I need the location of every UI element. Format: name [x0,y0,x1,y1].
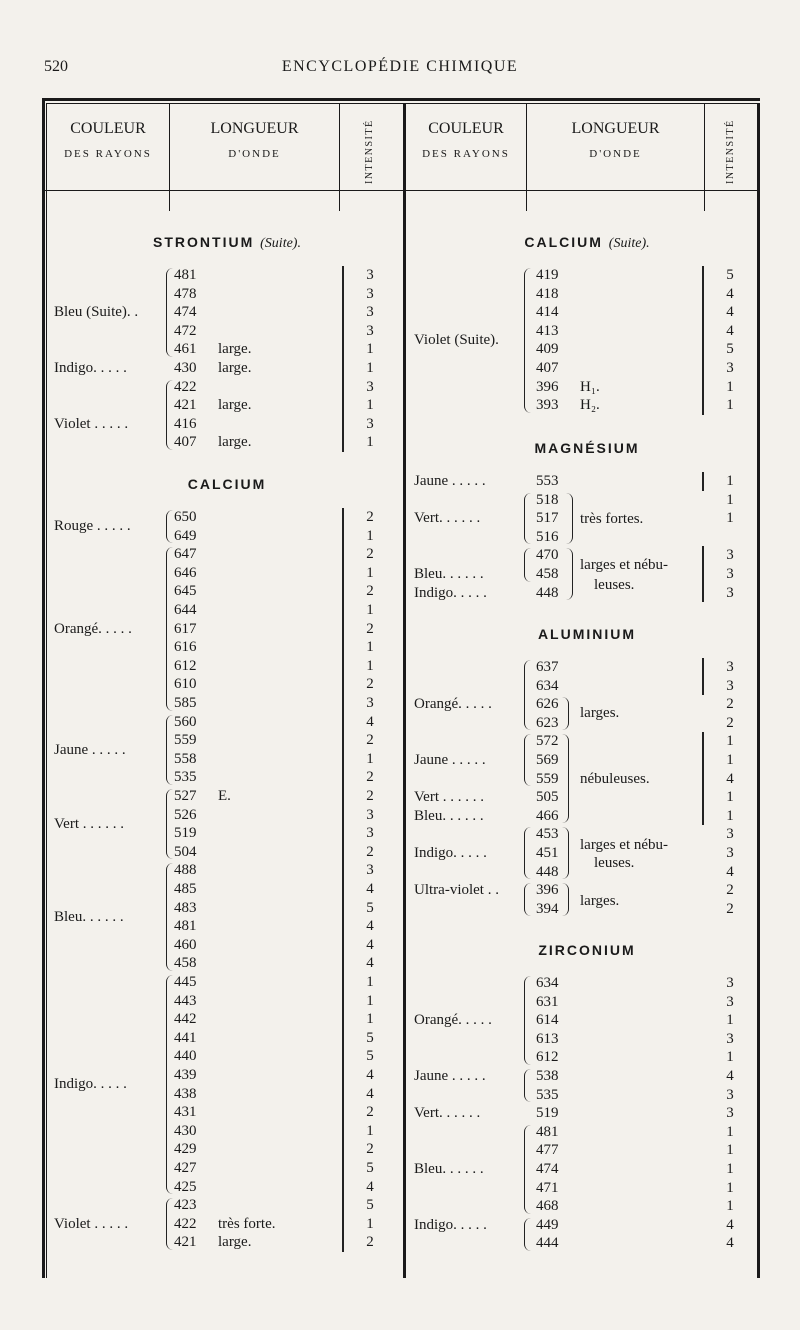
header-color-right: COULEUR DES RAYONS [422,120,510,160]
wavelength: 407 [174,434,197,451]
color-label: Vert. . . . . . [414,1105,481,1122]
intensity: 1 [726,733,734,750]
intensity: 3 [726,1105,734,1122]
intensity: 1 [726,1179,734,1196]
col-sep-2 [339,103,340,211]
wavelength: 448 [536,584,559,601]
wavelength: 634 [536,677,559,694]
color-label: Violet (Suite). [414,332,499,349]
wavelength: 519 [174,825,197,842]
wavelength: 445 [174,974,197,990]
intensity-bar [702,266,704,415]
page-number: 520 [44,58,68,75]
wavelength: 616 [174,639,197,656]
wl-note: H₂. [580,397,600,414]
wavelength: 442 [174,1011,197,1028]
wavelength: 394 [536,900,559,917]
brace-group [166,789,173,859]
brace-indigo [524,1218,531,1251]
color-label: Violet . . . . . [54,1215,129,1232]
top-rule [42,98,760,101]
wavelength: 647 [174,546,197,563]
brace-group [166,547,173,710]
intensity: 3 [366,825,374,842]
intensity: 2 [366,546,374,563]
color-label: Jaune . . . . . [414,752,486,768]
wavelength: 481 [536,1123,559,1140]
intensity: 1 [366,397,374,414]
left-border [42,98,45,1278]
intensity: 4 [726,322,734,339]
brace-bleu [524,548,531,581]
intensity: 1 [366,1215,374,1232]
brace-bleu [166,268,173,357]
intensity: 3 [726,584,734,601]
color-label: Violet . . . . . [54,415,129,432]
intensity: 1 [726,1123,734,1140]
wavelength: 569 [536,752,559,768]
wavelength: 477 [536,1142,559,1159]
intensity: 1 [726,397,734,414]
intensity: 4 [366,713,374,730]
intensity: 1 [726,752,734,768]
color-label: Jaune . . . . . [414,473,486,489]
brace-jaune [524,1069,531,1102]
wl-note: large. [218,341,252,358]
color-label: Indigo. . . . . [54,360,127,376]
spectra-table [42,98,760,1278]
intensity: 1 [366,564,374,581]
intensity: 4 [726,1235,734,1252]
title-aluminium: ALUMINIUM [537,626,637,642]
wavelength: 535 [536,1086,559,1103]
intensity: 4 [366,936,374,953]
wavelength: 451 [536,845,559,861]
left-border-inner [46,103,47,1278]
mg-note-larges-a: larges et nébu- [580,557,669,573]
wl-note: large. [218,397,252,414]
color-label: Bleu. . . . . . [414,1161,484,1177]
wavelength: 468 [536,1198,559,1215]
intensity: 2 [366,788,374,804]
wavelength: 416 [174,415,197,432]
wavelength: 645 [174,583,197,600]
color-label: Vert . . . . . . [414,789,484,806]
wavelength: 516 [536,528,559,545]
wavelength: 527 [174,788,197,804]
intensity: 3 [726,566,734,582]
intensity: 1 [366,974,374,990]
wl-note: E. [218,788,231,804]
wavelength: 418 [536,285,559,302]
intensity: 1 [726,510,734,527]
wavelength: 458 [174,955,197,972]
intensity: 4 [726,863,734,880]
intensity: 4 [726,770,734,787]
intensity: 4 [726,1068,734,1084]
intensity: 4 [366,1067,374,1083]
intensity: 3 [726,993,734,1010]
wavelength: 617 [174,620,197,637]
brace-group [166,863,173,971]
wavelength: 474 [174,304,197,321]
wavelength: 517 [536,510,559,527]
wavelength: 504 [174,843,197,860]
intensity: 4 [366,1178,374,1195]
brace-group [166,1198,173,1250]
rbrace-uv [562,883,569,916]
intensity: 5 [366,1029,374,1046]
rbrace-tres-fortes [566,493,573,545]
wavelength: 634 [536,975,559,991]
intensity: 4 [366,955,374,972]
intensity: 1 [366,602,374,618]
intensity: 4 [726,285,734,302]
wavelength: 472 [174,322,197,339]
color-label: Orangé. . . . . [414,696,492,713]
color-label: Rouge . . . . . [54,518,131,535]
wavelength: 519 [536,1105,559,1122]
wavelength: 559 [536,770,559,787]
wavelength: 614 [536,1012,559,1029]
wavelength: 431 [174,1104,197,1121]
color-label: Bleu. . . . . . [54,908,124,925]
wavelength: 558 [174,750,197,767]
color-label: Ultra-violet . . [414,882,499,899]
intensity: 2 [726,900,734,917]
intensity: 2 [366,732,374,749]
intensity: 3 [366,304,374,321]
wl-note: large. [218,360,252,376]
intensity: 4 [726,1216,734,1233]
wavelength: 414 [536,304,559,321]
intensity: 2 [366,843,374,860]
wavelength: 440 [174,1048,197,1065]
wavelength: 458 [536,566,559,582]
brace-jaune [524,734,531,786]
intensity-bar [702,732,704,825]
wavelength: 483 [174,899,197,916]
wavelength: 538 [536,1068,559,1084]
intensity: 1 [366,527,374,544]
intensity: 3 [366,267,374,283]
intensity: 1 [726,1142,734,1159]
intensity: 2 [366,620,374,637]
title-calcium-left: CALCIUM [187,476,267,492]
wavelength: 637 [536,659,559,675]
intensity: 1 [366,657,374,674]
intensity: 3 [726,845,734,861]
intensity: 1 [726,473,734,489]
al-note-larges-uv: larges. [580,893,620,909]
wavelength: 421 [174,1234,197,1251]
wavelength: 518 [536,491,559,508]
intensity: 5 [366,1048,374,1065]
wavelength: 470 [536,547,559,564]
intensity: 5 [366,1197,374,1214]
wavelength: 396 [536,378,559,395]
al-note-nebuleuses: nébuleuses. [580,771,650,787]
wavelength: 448 [536,863,559,880]
wavelength: 505 [536,789,559,806]
intensity: 1 [726,1161,734,1177]
wavelength: 441 [174,1029,197,1046]
mg-note-larges-b: leuses. [594,577,635,593]
wavelength: 466 [536,807,559,824]
wavelength: 422 [174,378,197,395]
intensity: 3 [726,360,734,376]
wavelength: 485 [174,881,197,897]
wavelength: 646 [174,564,197,581]
wavelength: 453 [536,826,559,843]
page-header [0,56,800,80]
wavelength: 478 [174,285,197,302]
color-label: Orangé. . . . . [54,620,132,637]
wl-note: large. [218,1234,252,1251]
intensity: 3 [366,695,374,711]
wavelength: 425 [174,1178,197,1195]
intensity: 1 [366,341,374,358]
color-label: Indigo. . . . . [54,1076,127,1093]
wavelength: 430 [174,1122,197,1139]
wavelength: 585 [174,695,197,711]
brace-orange [524,976,531,1065]
intensity: 5 [726,341,734,358]
wavelength: 407 [536,360,559,376]
intensity: 1 [366,639,374,656]
wavelength: 535 [174,769,197,786]
intensity: 3 [726,1030,734,1047]
wavelength: 474 [536,1161,559,1177]
intensity: 2 [366,1234,374,1251]
wavelength: 461 [174,341,197,358]
intensity: 3 [726,677,734,694]
color-label: Indigo. . . . . [414,584,487,601]
wavelength: 488 [174,862,197,879]
wavelength: 409 [536,341,559,358]
wavelength: 393 [536,397,559,414]
intensity: 3 [726,659,734,675]
header-color-left: COULEUR DES RAYONS [64,120,152,160]
intensity: 3 [726,975,734,991]
wavelength: 444 [536,1235,559,1252]
al-note-larges: larges. [580,705,620,721]
wavelength: 560 [174,713,197,730]
wavelength: 419 [536,267,559,283]
mg-note-tres-fortes: très fortes. [580,511,644,527]
intensity: 5 [366,899,374,916]
intensity: 3 [366,285,374,302]
wavelength: 623 [536,714,559,731]
wl-note: très forte. [218,1215,276,1232]
wavelength: 430 [174,360,197,376]
wavelength: 631 [536,993,559,1010]
title-strontium: STRONTIUM (Suite). [153,234,301,251]
brace-bleu [524,1125,531,1214]
intensity: 2 [366,1104,374,1121]
brace-uv [524,883,531,916]
header-wave-right: LONGUEUR D'ONDE [571,120,660,160]
brace-group [166,715,173,785]
wavelength: 481 [174,918,197,935]
wavelength: 427 [174,1160,197,1176]
brace-violet [166,380,173,450]
intensity: 3 [726,547,734,564]
intensity: 1 [366,434,374,451]
intensity: 1 [726,1049,734,1066]
header-wave-left: LONGUEUR D'ONDE [210,120,299,160]
intensity: 3 [366,415,374,432]
intensity: 2 [366,676,374,693]
intensity: 1 [366,1122,374,1139]
wavelength: 443 [174,992,197,1009]
wavelength: 649 [174,527,197,544]
wavelength: 429 [174,1141,197,1158]
intensity: 2 [366,769,374,786]
header-intensity-left: INTENSITÉ [364,119,375,184]
color-label: Vert . . . . . . [54,815,124,832]
intensity: 1 [726,807,734,824]
intensity: 1 [366,992,374,1009]
col-sep-4 [704,103,705,211]
intensity: 1 [726,378,734,395]
intensity-bar [342,266,344,452]
wavelength: 644 [174,602,197,618]
rbrace-larges [566,548,573,600]
brace-group [166,975,173,1194]
wavelength: 438 [174,1085,197,1102]
wavelength: 423 [174,1197,197,1214]
intensity-bar [702,546,704,602]
right-border [757,103,760,1278]
intensity: 1 [726,789,734,806]
intensity: 2 [366,1141,374,1158]
intensity: 3 [726,826,734,843]
title-calcium-right: CALCIUM (Suite). [524,234,650,251]
intensity: 4 [366,881,374,897]
wl-note: H₁. [580,378,600,395]
intensity: 3 [366,322,374,339]
wavelength: 650 [174,509,197,525]
intensity: 1 [726,1198,734,1215]
wavelength: 422 [174,1215,197,1232]
wavelength: 460 [174,936,197,953]
title-zirconium: ZIRCONIUM [538,942,636,958]
intensity-bar [342,508,344,1252]
brace-violet-suite [524,268,531,413]
intensity: 1 [726,1012,734,1029]
color-label: Vert. . . . . . [414,510,481,527]
rbrace-larges [562,697,569,730]
center-divider [403,103,406,1278]
color-label: Jaune . . . . . [54,741,126,758]
wavelength: 396 [536,882,559,899]
running-title: ENCYCLOPÉDIE CHIMIQUE [281,58,519,75]
intensity: 2 [366,509,374,525]
wavelength: 421 [174,397,197,414]
wavelength: 626 [536,696,559,713]
intensity: 1 [366,750,374,767]
intensity-bar [702,658,704,695]
wavelength: 439 [174,1067,197,1083]
intensity: 5 [366,1160,374,1176]
intensity: 4 [726,304,734,321]
wavelength: 612 [536,1049,559,1066]
intensity-bar [702,472,704,491]
intensity: 3 [726,1086,734,1103]
al-note-larges-neb-a: larges et nébu- [580,837,669,853]
color-label: Jaune . . . . . [414,1068,486,1084]
wavelength: 449 [536,1216,559,1233]
brace-vert [524,493,531,545]
wavelength: 559 [174,732,197,749]
intensity: 3 [366,806,374,823]
rbrace-larges-neb [562,827,569,879]
wavelength: 526 [174,806,197,823]
color-label: Indigo. . . . . [414,1216,487,1233]
wavelength: 610 [174,676,197,693]
wl-note: large. [218,434,252,451]
al-note-larges-neb-b: leuses. [594,855,635,871]
intensity: 3 [366,862,374,879]
wavelength: 613 [536,1030,559,1047]
intensity: 2 [726,714,734,731]
brace-orange [524,660,531,730]
intensity: 3 [366,378,374,395]
intensity: 1 [366,1011,374,1028]
header-intensity-right: INTENSITÉ [725,119,736,184]
intensity: 2 [726,696,734,713]
wavelength: 413 [536,322,559,339]
brace-indigo [524,827,531,879]
color-label: Orangé. . . . . [414,1012,492,1029]
brace-group [166,510,173,543]
color-label: Indigo. . . . . [414,845,487,861]
wavelength: 553 [536,473,559,489]
wavelength: 481 [174,267,197,283]
intensity: 4 [366,1085,374,1102]
wavelength: 572 [536,733,559,750]
color-label: Bleu. . . . . . [414,566,484,582]
color-label: Bleu (Suite). . [54,304,139,321]
intensity: 2 [726,882,734,899]
color-label: Bleu. . . . . . [414,807,484,824]
intensity: 2 [366,583,374,600]
intensity: 1 [366,360,374,376]
intensity: 5 [726,267,734,283]
wavelength: 612 [174,657,197,674]
header-rule [42,190,760,191]
intensity: 4 [366,918,374,935]
rbrace-nebuleuses [562,734,569,823]
intensity: 1 [726,491,734,508]
title-magnesium: MAGNÉSIUM [534,440,640,456]
wavelength: 471 [536,1179,559,1196]
